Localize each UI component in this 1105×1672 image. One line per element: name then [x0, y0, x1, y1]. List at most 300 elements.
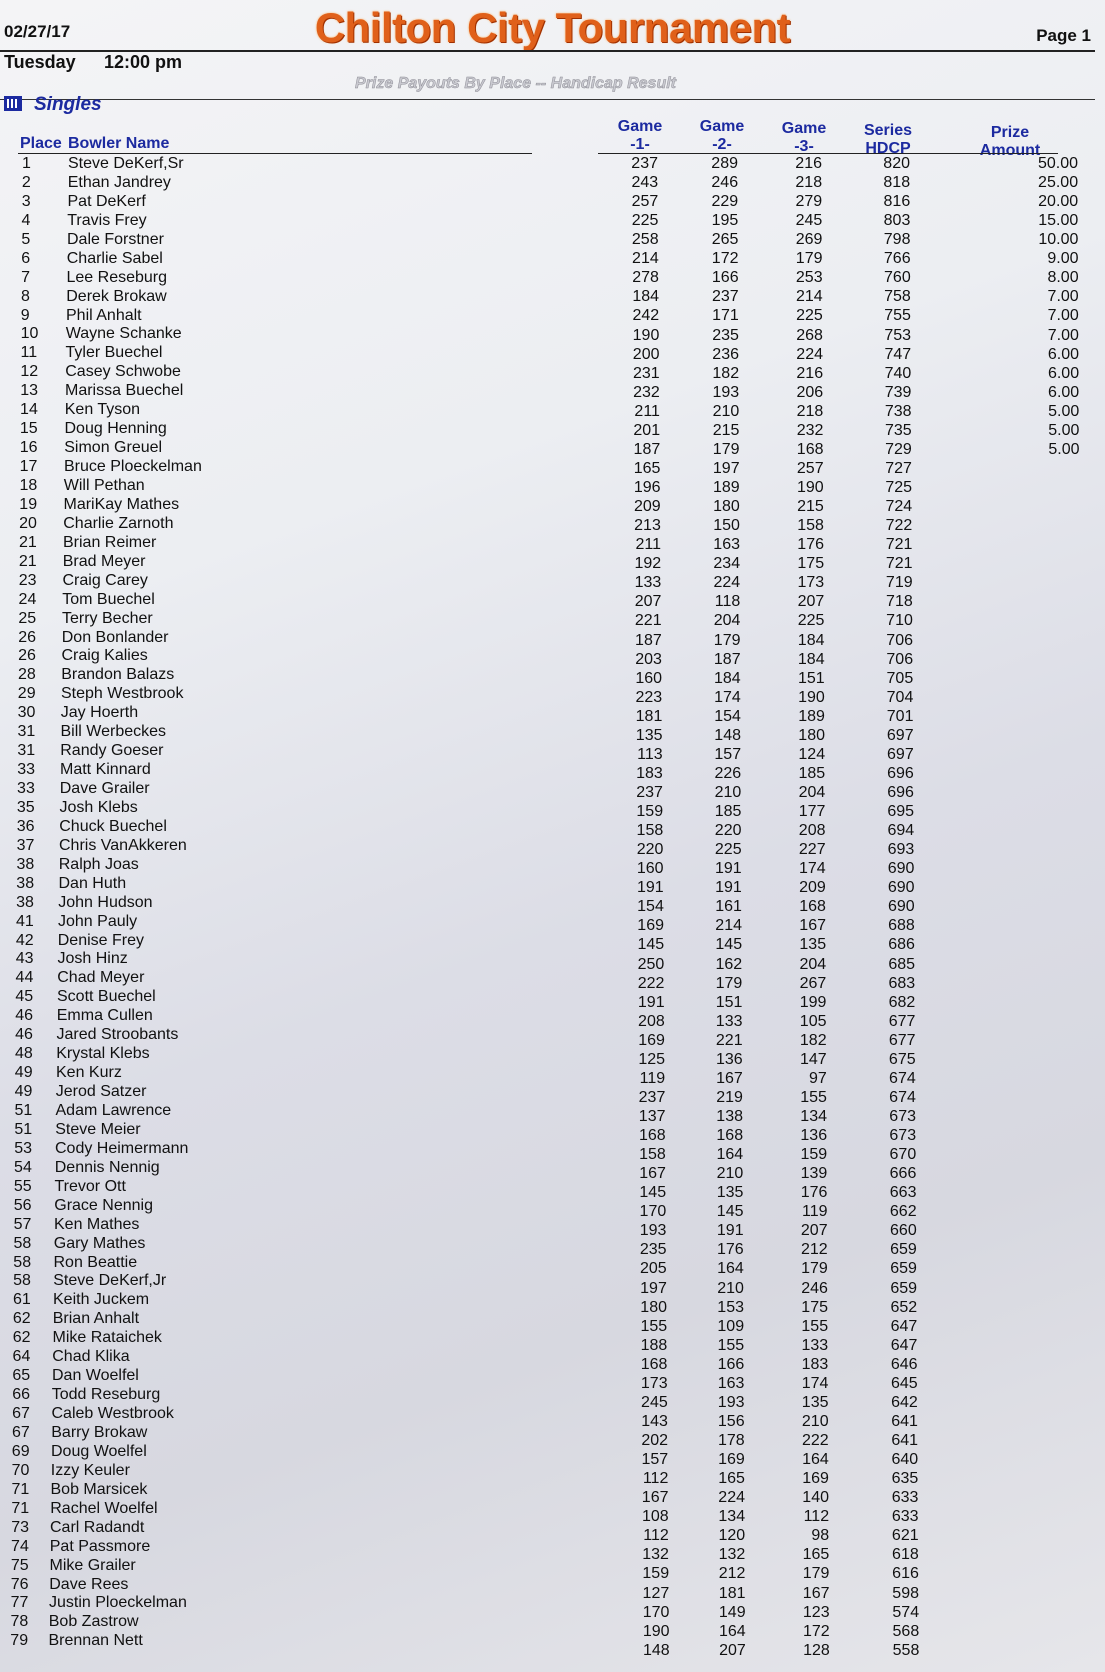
series-cell: 675 [888, 1050, 916, 1068]
place-cell: 55 [13, 1177, 32, 1195]
place-cell: 20 [19, 514, 37, 532]
table-row [0, 249, 1105, 268]
place-cell: 45 [15, 988, 34, 1006]
place-cell: 77 [10, 1594, 29, 1612]
game2-cell: 224 [713, 574, 741, 592]
game2-cell: 193 [712, 383, 740, 401]
table-row [0, 1556, 1105, 1583]
game2-cell: 220 [714, 822, 742, 840]
table-row [0, 1063, 1105, 1087]
table-row [0, 1044, 1105, 1068]
table-row [0, 741, 1105, 763]
series-cell: 673 [889, 1127, 917, 1145]
game1-cell: 145 [639, 1184, 667, 1202]
series-cell: 706 [886, 631, 913, 649]
name-cell: Ken Tyson [64, 401, 141, 419]
table-row [0, 268, 1105, 287]
place-cell: 33 [17, 761, 35, 779]
game1-cell: 169 [638, 1031, 665, 1049]
prize-cell: 7.00 [1047, 307, 1079, 325]
table-row [0, 1215, 1105, 1240]
series-cell: 647 [890, 1317, 918, 1335]
prize-cell: 9.00 [1047, 250, 1079, 268]
game2-cell: 180 [713, 498, 740, 516]
game1-cell: 188 [640, 1336, 668, 1354]
series-cell: 690 [887, 879, 915, 897]
game3-cell: 175 [797, 555, 825, 573]
name-cell: Izzy Keuler [50, 1461, 130, 1479]
game2-cell: 207 [719, 1641, 746, 1659]
game3-cell: 214 [795, 288, 823, 306]
table-row [0, 646, 1105, 668]
series-cell: 677 [888, 1012, 916, 1030]
game3-cell: 246 [801, 1279, 828, 1297]
name-cell: Jared Stroobants [56, 1026, 179, 1044]
place-cell: 62 [12, 1329, 31, 1347]
game2-cell: 167 [716, 1069, 743, 1087]
game2-cell: 185 [714, 803, 742, 821]
section-label: Singles [34, 94, 102, 115]
report-time: 12:00 pm [104, 52, 183, 72]
series-cell: 704 [886, 688, 914, 706]
series-cell: 659 [890, 1279, 918, 1297]
game1-cell: 170 [642, 1603, 670, 1621]
game2-cell: 210 [717, 1279, 744, 1297]
place-cell: 12 [20, 363, 39, 381]
name-cell: Carl Radandt [50, 1518, 145, 1536]
table-row [0, 703, 1105, 725]
place-cell: 67 [12, 1405, 30, 1423]
name-cell: Adam Lawrence [55, 1102, 172, 1119]
game1-cell: 196 [633, 479, 661, 496]
game1-cell: 225 [631, 212, 659, 230]
game1-cell: 181 [635, 707, 663, 725]
prize-cell: 20.00 [1038, 193, 1079, 211]
name-cell: Chris VanAkkeren [59, 836, 187, 854]
table-row [0, 1385, 1105, 1411]
game1-cell: 187 [633, 440, 661, 458]
game1-cell: 127 [642, 1584, 670, 1602]
series-cell: 705 [886, 669, 914, 687]
game2-cell: 156 [717, 1412, 745, 1430]
game1-cell: 237 [638, 1088, 666, 1106]
name-cell: Rachel Woelfel [50, 1499, 158, 1517]
game1-cell: 214 [632, 250, 659, 268]
game3-cell: 167 [799, 917, 826, 935]
place-cell: 21 [19, 533, 37, 551]
game1-cell: 143 [641, 1412, 668, 1430]
game1-cell: 193 [639, 1222, 667, 1240]
col-game2-header [692, 118, 752, 154]
place-cell: 43 [15, 950, 34, 968]
name-cell: Wayne Schanke [65, 325, 182, 343]
game1-cell: 209 [633, 498, 661, 516]
col-place-header: Place [20, 135, 62, 152]
game3-cell: 124 [798, 745, 826, 763]
series-cell: 598 [892, 1584, 919, 1602]
place-cell: 2 [21, 173, 31, 191]
table-row [0, 1612, 1105, 1640]
game3-cell: 168 [799, 898, 826, 916]
place-cell: 62 [12, 1310, 31, 1328]
place-cell: 79 [10, 1632, 29, 1650]
game3-cell: 139 [800, 1165, 828, 1183]
game1-cell: 145 [637, 936, 665, 954]
series-cell: 633 [891, 1489, 919, 1507]
game2-cell: 168 [716, 1127, 744, 1145]
game1-cell: 203 [635, 650, 662, 668]
name-cell: Jerod Satzer [55, 1083, 147, 1101]
series-cell: 760 [884, 269, 911, 287]
series-cell: 659 [890, 1260, 917, 1278]
place-cell: 67 [11, 1423, 30, 1441]
place-cell: 24 [18, 590, 37, 608]
place-cell: 56 [13, 1196, 32, 1214]
name-cell: Steve DeKerf,Sr [68, 155, 184, 172]
series-cell: 740 [884, 364, 912, 382]
game1-cell: 165 [633, 459, 661, 477]
name-cell: Ron Beattie [53, 1253, 138, 1271]
game2-cell: 191 [714, 860, 742, 878]
series-cell: 662 [889, 1203, 917, 1221]
place-cell: 36 [16, 817, 35, 835]
game1-cell: 250 [637, 955, 665, 973]
series-cell: 640 [891, 1451, 919, 1469]
game3-cell: 128 [803, 1641, 830, 1659]
game1-cell: 258 [631, 231, 659, 249]
game1-cell: 207 [634, 593, 662, 611]
report-subtitle: Prize Payouts By Place -- Handicap Result [355, 75, 676, 92]
name-cell: Bruce Ploeckelman [64, 458, 202, 476]
prize-cell: 6.00 [1047, 364, 1080, 382]
game2-cell: 154 [714, 707, 741, 725]
name-cell: Josh Hinz [57, 950, 128, 968]
prize-cell: 5.00 [1048, 421, 1080, 439]
game3-cell: 140 [802, 1489, 829, 1507]
series-cell: 695 [887, 803, 915, 821]
game3-cell: 165 [802, 1546, 830, 1564]
table-row [0, 1593, 1105, 1621]
game2-cell: 229 [711, 193, 739, 211]
game3-cell: 175 [801, 1298, 828, 1316]
game1-cell: 160 [635, 669, 663, 687]
prize-cell: 7.00 [1047, 288, 1079, 306]
place-cell: 58 [13, 1234, 32, 1252]
place-cell: 70 [11, 1461, 30, 1479]
table-row [0, 931, 1105, 954]
series-cell: 803 [883, 212, 911, 230]
game1-cell: 157 [641, 1451, 669, 1469]
name-cell: Cody Heimermann [55, 1139, 189, 1157]
game1-cell: 242 [632, 307, 660, 325]
game1-cell: 211 [635, 536, 661, 554]
game1-cell: 190 [642, 1622, 670, 1640]
name-cell: Lee Reseburg [66, 268, 168, 286]
game3-cell: 257 [796, 459, 824, 477]
game2-cell: 191 [715, 879, 742, 897]
series-cell: 616 [892, 1565, 919, 1583]
game3-cell: 268 [796, 326, 823, 344]
prize-cell: 6.00 [1047, 345, 1079, 363]
game2-cell: 197 [712, 459, 740, 477]
table-row [0, 1537, 1105, 1564]
series-cell: 747 [884, 345, 912, 363]
name-cell: Gary Mathes [53, 1234, 146, 1252]
table-row [0, 571, 1105, 590]
game3-cell: 216 [795, 155, 822, 172]
prize-cell: 10.00 [1038, 231, 1079, 249]
game3-cell: 184 [797, 650, 825, 668]
table-row [0, 874, 1105, 897]
place-cell: 38 [16, 855, 35, 873]
table-row [0, 306, 1105, 325]
game3-cell: 184 [797, 631, 825, 649]
place-cell: 69 [11, 1442, 30, 1460]
game1-cell: 113 [637, 745, 663, 763]
col-series-label: Series [863, 122, 913, 139]
prize-cell: 6.00 [1048, 383, 1080, 401]
place-cell: 26 [18, 628, 37, 646]
name-cell: Chuck Buechel [59, 817, 167, 835]
game3-cell: 190 [796, 479, 824, 496]
game3-cell: 279 [795, 193, 823, 211]
place-cell: 16 [19, 439, 38, 457]
game3-cell: 204 [798, 783, 826, 801]
name-cell: Phil Anhalt [66, 306, 142, 324]
game1-cell: 231 [632, 364, 660, 382]
table-row [0, 1196, 1105, 1221]
game2-cell: 161 [715, 898, 742, 916]
game2-cell: 162 [715, 955, 743, 973]
game3-cell: 208 [798, 822, 826, 840]
table-row [0, 760, 1105, 782]
game1-cell: 158 [636, 822, 664, 840]
game2-cell: 237 [711, 288, 739, 306]
game2-cell: 149 [718, 1603, 746, 1621]
place-cell: 71 [11, 1499, 30, 1517]
game2-cell: 235 [712, 326, 739, 344]
game1-cell: 245 [641, 1393, 668, 1411]
series-cell: 690 [887, 898, 915, 916]
col-prize-label: Prize [990, 124, 1030, 141]
place-cell: 31 [17, 742, 36, 760]
game1-cell: 201 [633, 421, 661, 439]
game2-cell: 165 [718, 1470, 745, 1488]
table-row [0, 457, 1105, 476]
name-cell: Bob Marsicek [50, 1480, 148, 1498]
place-cell: 46 [15, 1007, 34, 1025]
game3-cell: 147 [799, 1050, 827, 1068]
subtitle-rule [0, 99, 1095, 100]
game1-cell: 211 [634, 402, 660, 420]
game2-cell: 214 [715, 917, 742, 935]
game3-cell: 169 [802, 1470, 829, 1488]
game1-cell: 155 [640, 1317, 668, 1335]
series-cell: 694 [887, 822, 915, 840]
game2-cell: 163 [713, 536, 740, 554]
name-cell: Mike Grailer [49, 1556, 136, 1574]
table-row [0, 362, 1105, 381]
series-cell: 758 [884, 288, 911, 306]
name-cell: Keith Juckem [53, 1291, 150, 1309]
game1-cell: 183 [636, 764, 663, 782]
name-cell: Tom Buechel [62, 590, 155, 608]
series-cell: 568 [892, 1622, 920, 1640]
game2-cell: 138 [716, 1108, 743, 1125]
game1-cell: 235 [639, 1241, 667, 1259]
place-cell: 74 [11, 1537, 29, 1555]
game2-cell: 164 [718, 1622, 746, 1640]
table-row [0, 1631, 1105, 1659]
series-cell: 558 [892, 1641, 920, 1659]
game2-cell: 134 [718, 1508, 746, 1526]
game3-cell: 206 [796, 383, 824, 401]
name-cell: Derek Brokaw [66, 287, 167, 305]
game1-cell: 221 [634, 612, 662, 630]
game3-cell: 199 [799, 993, 827, 1011]
name-cell: Bob Zastrow [48, 1613, 139, 1631]
game3-cell: 225 [797, 612, 825, 630]
place-cell: 76 [10, 1575, 29, 1593]
place-cell: 7 [21, 268, 30, 286]
game2-cell: 195 [711, 212, 739, 230]
name-cell: Brad Meyer [62, 552, 146, 570]
game2-cell: 210 [714, 783, 742, 801]
series-cell: 696 [887, 783, 914, 801]
game1-cell: 173 [640, 1374, 668, 1392]
table-row [0, 1101, 1105, 1125]
game1-cell: 169 [637, 917, 664, 935]
table-row [0, 590, 1105, 609]
game3-cell: 207 [800, 1222, 828, 1240]
col-game3-label: Game [781, 120, 827, 137]
game2-cell: 120 [718, 1527, 746, 1545]
table-row [0, 438, 1105, 457]
table-row [0, 1120, 1105, 1145]
game2-cell: 151 [715, 993, 743, 1011]
game3-cell: 167 [802, 1584, 830, 1602]
table-row [0, 665, 1105, 687]
table-row [0, 1347, 1105, 1373]
game2-cell: 181 [718, 1584, 746, 1602]
name-cell: Randy Goeser [60, 742, 164, 760]
table-row [0, 1423, 1105, 1449]
table-row [0, 1499, 1105, 1526]
table-row [0, 987, 1105, 1011]
name-cell: Dave Grailer [59, 780, 150, 798]
series-cell: 735 [884, 421, 912, 439]
name-cell: Craig Carey [62, 571, 148, 589]
table-row [0, 798, 1105, 821]
game1-cell: 132 [642, 1546, 669, 1564]
series-cell: 755 [884, 307, 911, 325]
game1-cell: 190 [632, 326, 660, 344]
game2-cell: 172 [711, 250, 739, 268]
game2-cell: 221 [715, 1031, 743, 1049]
table-row [0, 855, 1105, 878]
series-cell: 697 [886, 726, 914, 744]
game2-cell: 182 [712, 364, 740, 382]
series-cell: 633 [891, 1508, 919, 1526]
game3-cell: 168 [796, 440, 824, 458]
place-cell: 18 [19, 476, 38, 494]
series-cell: 641 [891, 1432, 919, 1449]
series-cell: 710 [886, 612, 913, 630]
game1-cell: 223 [635, 688, 663, 706]
table-row [0, 1271, 1105, 1297]
series-cell: 686 [888, 936, 915, 954]
game1-cell: 159 [642, 1565, 670, 1583]
game1-cell: 184 [632, 288, 660, 306]
game1-cell: 180 [640, 1298, 667, 1316]
place-cell: 51 [14, 1120, 33, 1138]
name-cell: Simon Greuel [64, 439, 163, 457]
name-cell: Dave Rees [49, 1575, 129, 1593]
game3-cell: 177 [798, 803, 826, 821]
series-cell: 693 [887, 841, 915, 859]
place-cell: 3 [21, 192, 31, 210]
game2-cell: 171 [712, 307, 739, 325]
name-cell: Doug Woelfel [51, 1442, 147, 1460]
prize-cell: 5.00 [1048, 440, 1080, 458]
game3-cell: 174 [798, 860, 826, 878]
game3-cell: 212 [800, 1241, 828, 1259]
series-cell: 701 [886, 707, 914, 725]
series-cell: 696 [887, 764, 914, 782]
name-cell: Josh Klebs [59, 798, 138, 816]
name-cell: Steve DeKerf,Jr [53, 1272, 167, 1290]
series-cell: 663 [889, 1184, 917, 1202]
game1-cell: 213 [634, 517, 661, 535]
game2-cell: 157 [714, 745, 742, 763]
place-cell: 58 [13, 1272, 31, 1290]
name-cell: Steph Westbrook [61, 685, 184, 703]
table-row [0, 343, 1105, 362]
series-cell: 641 [891, 1412, 918, 1430]
name-cell: John Pauly [58, 912, 138, 930]
game3-cell: 155 [800, 1088, 827, 1106]
table-row [0, 1290, 1105, 1316]
game3-cell: 136 [800, 1127, 828, 1145]
game2-cell: 153 [717, 1298, 744, 1316]
game1-cell: 158 [639, 1146, 666, 1164]
game3-cell: 135 [801, 1393, 829, 1411]
game2-cell: 148 [714, 726, 741, 744]
place-cell: 71 [11, 1480, 30, 1498]
series-cell: 798 [883, 231, 911, 249]
name-cell: Doug Henning [64, 420, 167, 438]
game2-cell: 174 [714, 688, 741, 706]
table-row [0, 817, 1105, 840]
game2-cell: 225 [714, 841, 742, 859]
game1-cell: 137 [638, 1108, 666, 1125]
game1-cell: 133 [634, 574, 662, 592]
series-cell: 642 [891, 1393, 918, 1411]
game3-cell: 232 [796, 421, 824, 439]
game2-cell: 179 [715, 974, 743, 992]
name-cell: Terry Becher [62, 609, 153, 627]
game2-cell: 212 [718, 1565, 746, 1583]
place-cell: 23 [18, 571, 37, 589]
game3-cell: 133 [801, 1336, 829, 1354]
name-cell: Scott Buechel [57, 988, 156, 1006]
name-cell: Dan Woelfel [52, 1367, 139, 1385]
table-row [0, 324, 1105, 343]
game1-cell: 167 [641, 1489, 669, 1507]
series-cell: 721 [885, 555, 913, 573]
game1-cell: 220 [636, 841, 664, 859]
game3-cell: 179 [802, 1565, 830, 1583]
